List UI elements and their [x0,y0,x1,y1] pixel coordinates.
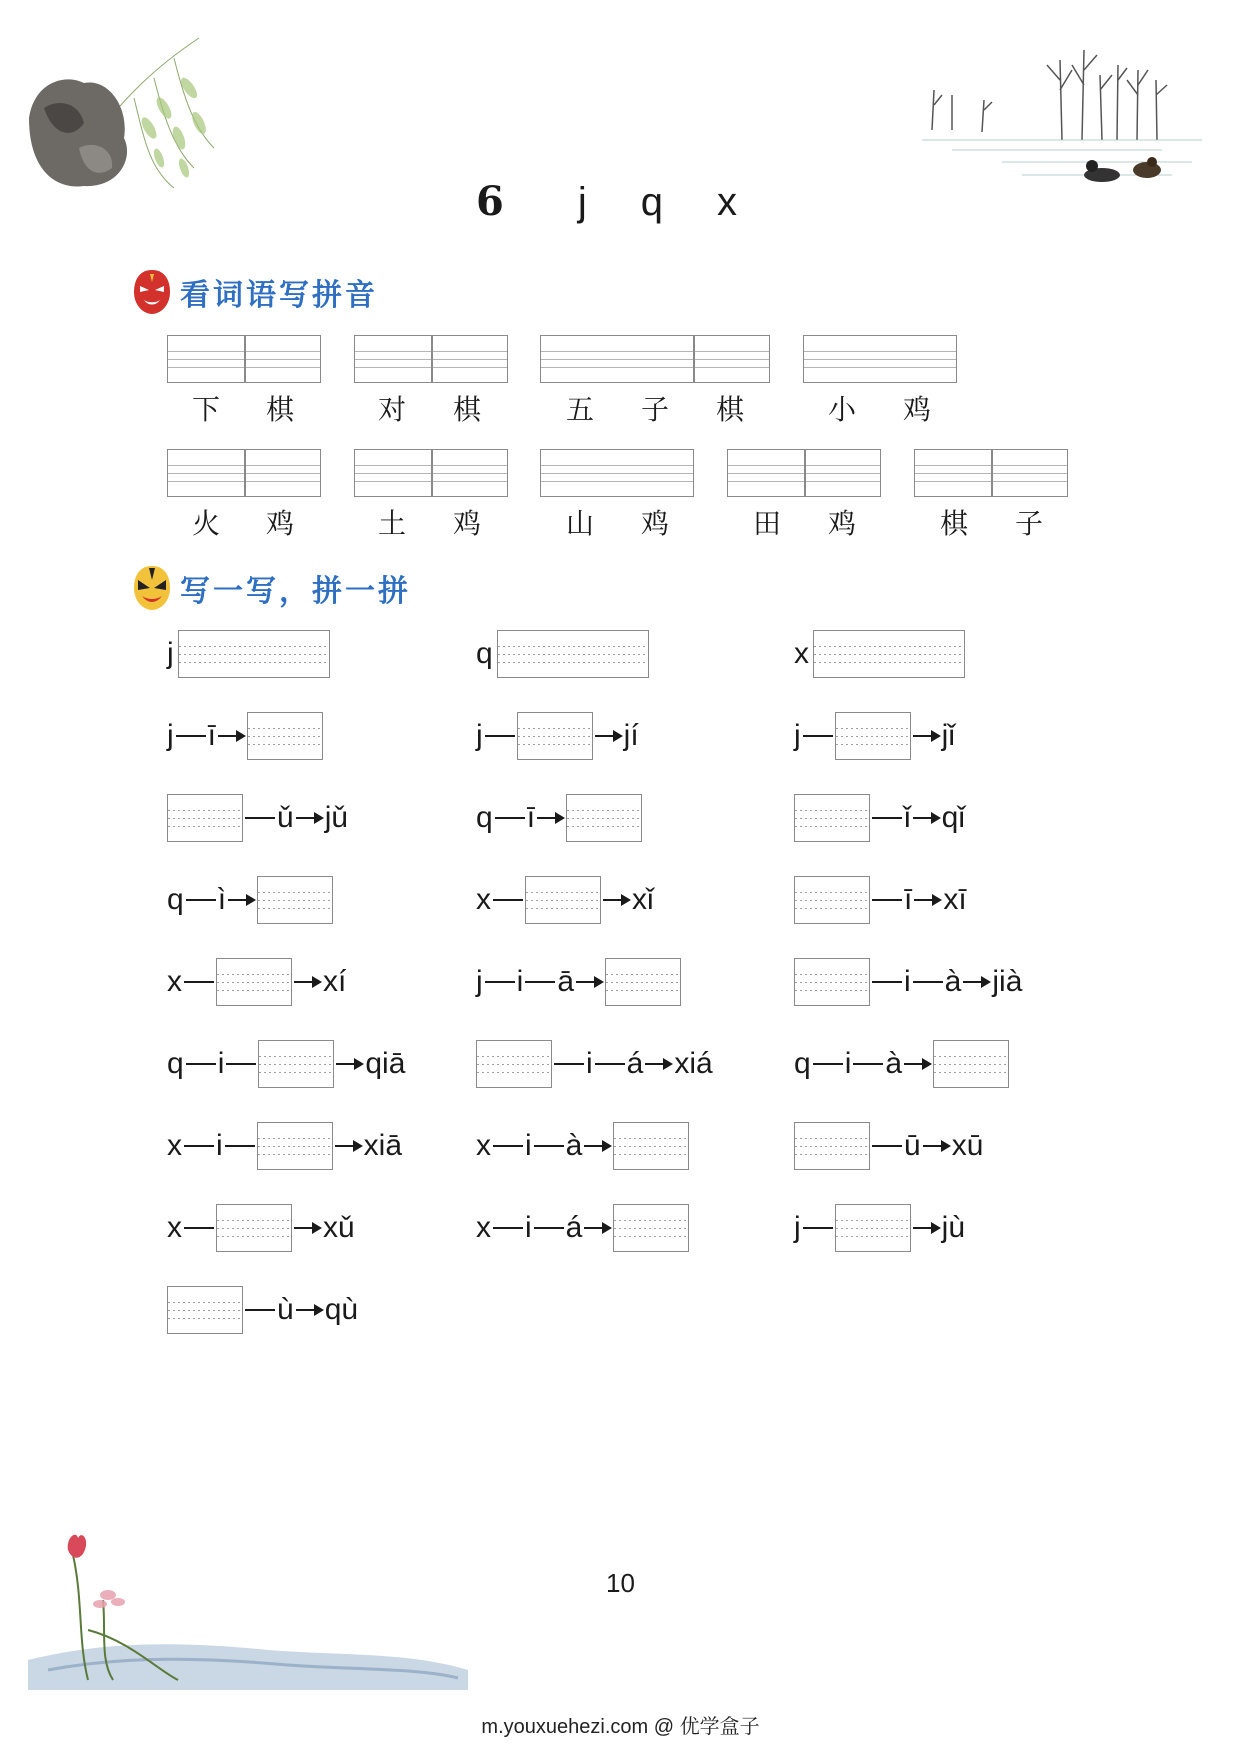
pinyin-token: ì [217,883,227,916]
pinyin-box-qizi[interactable] [914,449,1068,497]
letter-label: q [476,637,493,670]
connector-dash [525,981,555,983]
answer-box[interactable] [566,794,642,842]
connector-dash [485,981,515,983]
answer-box[interactable] [794,958,870,1006]
answer-box[interactable] [167,1286,243,1334]
spelling-sequence [794,794,965,842]
pinyin-token: x [167,1211,182,1244]
pinyin-token: qù [324,1293,359,1326]
pinyin-box-shanji[interactable] [540,449,694,497]
answer-box[interactable] [216,958,292,1006]
pinyin-token: ī [904,883,913,916]
char: 鸡 [903,393,932,426]
answer-box[interactable] [167,794,243,842]
lotus-illustration [28,1530,488,1690]
pinyin-box-xiaqi[interactable] [167,335,321,383]
letter-writing-box[interactable] [178,630,330,678]
page-number: 10 [606,1568,635,1598]
char: 土 [378,507,407,540]
arrow-icon [603,899,629,901]
arrow-icon [537,817,563,819]
spelling-sequence [476,794,642,842]
pinyin-box-wuziqi[interactable] [540,335,770,383]
connector-dash [554,1063,584,1065]
connector-dash [534,1145,564,1147]
spelling-sequence [476,1204,689,1252]
answer-box[interactable] [517,712,593,760]
spelling-sequence [794,1204,965,1252]
pinyin-token: i [586,1047,593,1080]
pinyin-token: à [885,1047,903,1080]
lesson-title [0,178,1241,225]
pinyin-token: ā [557,965,575,998]
pinyin-token: xī [943,883,967,916]
answer-box[interactable] [794,876,870,924]
section2-title: 写一写，拼一拼 [180,574,411,609]
pinyin-token: à [944,965,962,998]
pinyin-token: x [476,1129,491,1162]
pinyin-token: ǐ [904,801,911,834]
char: 五 [566,393,595,426]
char: 山 [566,507,595,540]
connector-dash [853,1063,883,1065]
char: 对 [378,393,407,426]
arrow-icon [294,981,320,983]
connector-dash [913,981,943,983]
char: 子 [1015,507,1044,540]
arrow-icon [228,899,254,901]
char: 棋 [940,507,969,540]
letter-row-j [167,630,330,678]
pinyin-token: j [476,719,483,752]
connector-dash [225,1145,255,1147]
pinyin-token: jǐ [941,719,956,752]
connector-dash [534,1227,564,1229]
answer-box[interactable] [613,1204,689,1252]
pinyin-token: jù [941,1211,966,1244]
pinyin-token: i [525,1129,532,1162]
pinyin-token: ǔ [277,801,294,834]
char: 鸡 [453,507,482,540]
pinyin-token: xǐ [632,883,654,916]
pinyin-token: j [794,719,801,752]
answer-box[interactable] [835,1204,911,1252]
pinyin-box-xiaoji[interactable] [803,335,957,383]
pinyin-token: xiá [674,1047,713,1080]
answer-box[interactable] [933,1040,1009,1088]
pinyin-token: jí [623,719,639,752]
section1-heading [132,268,378,316]
connector-dash [872,899,902,901]
spelling-sequence [167,794,348,842]
pinyin-token: jǔ [324,801,349,834]
pinyin-token: x [167,1129,182,1162]
answer-box[interactable] [835,712,911,760]
arrow-icon [913,1227,939,1229]
arrow-icon [336,1063,362,1065]
pinyin-token: ù [277,1293,294,1326]
spelling-sequence [794,1122,983,1170]
connector-dash [803,735,833,737]
spelling-sequence [167,958,346,1006]
connector-dash [176,735,206,737]
spelling-sequence [476,876,654,924]
footer-watermark: m.youxuehezi.com @ 优学盒子 [481,1716,760,1738]
pinyin-token: ī [207,719,217,752]
opera-mask-yellow-icon [132,564,172,612]
spelling-sequence [794,958,1022,1006]
pinyin-token: à [565,1129,583,1162]
arrow-icon [904,1063,930,1065]
char: 小 [828,393,857,426]
spelling-sequence [476,1122,689,1170]
char: 棋 [266,393,295,426]
char: 鸡 [828,507,857,540]
char: 鸡 [641,507,670,540]
connector-dash [872,817,902,819]
answer-box[interactable] [476,1040,552,1088]
pinyin-token: q [476,801,493,834]
pinyin-token: ū [904,1129,921,1162]
arrow-icon [913,735,939,737]
connector-dash [813,1063,843,1065]
letter-writing-box[interactable] [497,630,649,678]
arrow-icon [645,1063,671,1065]
pinyin-token: xí [323,965,347,998]
answer-box[interactable] [258,1040,334,1088]
connector-dash [186,899,216,901]
spelling-sequence [476,958,681,1006]
pinyin-token: i [844,1047,852,1080]
pinyin-token: q [167,883,184,916]
spelling-sequence [167,1122,402,1170]
pinyin-box-tianji[interactable] [727,449,881,497]
pinyin-box-duiqi[interactable] [354,335,508,383]
connector-dash [184,1145,214,1147]
pinyin-token: xǔ [323,1211,355,1244]
letter-label: j [167,637,174,670]
answer-box[interactable] [257,876,333,924]
spelling-sequence [167,712,323,760]
spelling-sequence [167,876,333,924]
section1-title: 看词语写拼音 [180,278,378,313]
connector-dash [803,1227,833,1229]
spelling-sequence [794,712,955,760]
opera-mask-red-icon [132,268,172,316]
pinyin-token: jià [992,965,1023,998]
connector-dash [184,1227,214,1229]
spelling-sequence [476,1040,713,1088]
lesson-letter-x: x [716,180,739,224]
pinyin-token: ī [526,801,536,834]
pinyin-token: i [217,1047,225,1080]
answer-box[interactable] [216,1204,292,1252]
pinyin-token: q [167,1047,184,1080]
pinyin-box-huoji[interactable] [167,449,321,497]
pinyin-token: j [476,965,483,998]
connector-dash [245,817,275,819]
pinyin-token: xiā [363,1129,403,1162]
answer-box[interactable] [257,1122,333,1170]
char: 火 [192,507,221,540]
pinyin-box-tuji[interactable] [354,449,508,497]
pinyin-token: j [167,719,174,752]
connector-dash [485,735,515,737]
connector-dash [493,1227,523,1229]
spelling-sequence [167,1040,405,1088]
connector-dash [186,1063,216,1065]
arrow-icon [584,1227,610,1229]
connector-dash [495,817,525,819]
char: 下 [192,393,221,426]
answer-box[interactable] [794,1122,870,1170]
pinyin-token: q [794,1047,811,1080]
spelling-sequence [476,712,639,760]
spelling-sequence [794,876,967,924]
pinyin-token: xū [951,1129,984,1162]
pinyin-token: x [167,965,182,998]
answer-box[interactable] [613,1122,689,1170]
arrow-icon [584,1145,610,1147]
arrow-icon [576,981,602,983]
letter-row-q [476,630,649,678]
connector-dash [184,981,214,983]
section2-heading [132,564,411,612]
connector-dash [595,1063,625,1065]
arrow-icon [914,899,940,901]
char: 子 [641,393,670,426]
pinyin-token: qǐ [941,801,966,834]
lesson-letter-q: q [640,180,665,224]
pinyin-token: x [476,1211,491,1244]
letter-writing-box[interactable] [813,630,965,678]
letter-row-x [794,630,965,678]
spelling-sequence [794,1040,1009,1088]
lesson-letter-j: j [577,180,589,224]
answer-box[interactable] [247,712,323,760]
lesson-number: 6 [476,178,506,225]
connector-dash [226,1063,256,1065]
arrow-icon [296,817,322,819]
pinyin-token: x [476,883,491,916]
arrow-icon [913,817,939,819]
arrow-icon [923,1145,949,1147]
pinyin-token: j [794,1211,801,1244]
pinyin-token: i [516,965,524,998]
letter-label: x [794,637,809,670]
arrow-icon [296,1309,322,1311]
char: 田 [753,507,782,540]
pinyin-token: i [904,965,911,998]
pinyin-token: i [216,1129,223,1162]
arrow-icon [335,1145,361,1147]
pinyin-token: á [565,1211,583,1244]
arrow-icon [294,1227,320,1229]
answer-box[interactable] [794,794,870,842]
pinyin-token: á [626,1047,644,1080]
char: 棋 [453,393,482,426]
arrow-icon [963,981,989,983]
pinyin-token: qiā [365,1047,406,1080]
spelling-sequence [167,1286,358,1334]
connector-dash [493,1145,523,1147]
char: 棋 [716,393,745,426]
connector-dash [245,1309,275,1311]
arrow-icon [595,735,621,737]
connector-dash [872,981,902,983]
arrow-icon [218,735,244,737]
char: 鸡 [266,507,295,540]
spelling-sequence [167,1204,355,1252]
pinyin-token: i [525,1211,532,1244]
connector-dash [872,1145,902,1147]
answer-box[interactable] [605,958,681,1006]
connector-dash [493,899,523,901]
answer-box[interactable] [525,876,601,924]
